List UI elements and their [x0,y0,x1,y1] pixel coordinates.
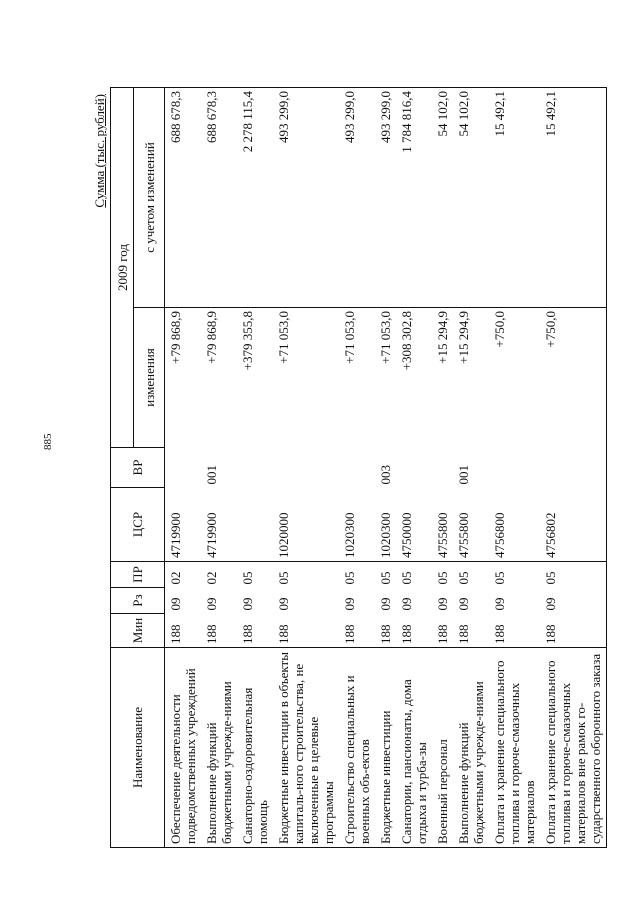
row-name: Военный персонал [432,648,453,848]
row-vr [273,448,339,488]
row-rz: 09 [435,597,450,611]
row-min: 188 [165,614,202,648]
table-row [339,88,375,848]
row-total: 688 678,3 [201,88,237,308]
row-vr: 003 [378,465,393,485]
row-csr: 4719900 [201,488,237,562]
row-change: +15 294,9 [456,311,471,364]
header-pr: ПР [111,562,165,588]
row-total: 15 492,1 [489,88,540,308]
row-total: 54 102,0 [432,88,453,308]
row-total: 493 299,0 [375,88,396,308]
header-with-changes: с учетом изменений [134,88,165,308]
row-vr [165,448,202,488]
header-min: Мин [111,614,165,648]
header-rz: Рз [111,588,165,614]
row-csr: 1020300 [339,488,375,562]
row-rz: 09 [378,597,393,611]
row-total: 54 102,0 [453,88,489,308]
row-pr: 02 [168,571,183,585]
row-min: 188 [432,614,453,648]
row-rz: 09 [492,597,507,611]
table-row [165,88,202,848]
rotated-budget-sheet [92,88,603,848]
row-min: 188 [339,614,375,648]
row-name: Бюджетные инвестиции в объекты капиталь-ного строительства, не включенные в целевые программы [273,648,339,848]
row-total: 493 299,0 [339,88,375,308]
row-min: 188 [237,614,273,648]
row-csr: 4756800 [489,488,540,562]
row-csr [237,488,273,562]
row-change: +79 868,9 [168,311,183,364]
row-name: Оплата и хранение специального топлива и горюче-смазочных материалов [489,648,540,848]
row-rz: 09 [276,597,291,611]
row-name: Обеспечение деятельности подведомственных учреждений [165,648,202,848]
row-vr [339,448,375,488]
row-vr [540,448,607,488]
row-rz: 09 [204,597,219,611]
row-change: +379 355,8 [240,311,255,371]
row-csr: 1020000 [273,488,339,562]
row-vr: 001 [456,465,471,485]
row-change: +308 302,8 [399,311,414,371]
row-pr: 05 [456,571,471,585]
row-pr: 05 [540,562,607,588]
row-vr [432,448,453,488]
row-name: Выполнение функций бюджетными учрежде-ниями [453,648,489,848]
row-total: 1 784 816,4 [396,88,432,308]
header-name: Наименование [111,648,165,848]
row-csr: 4756802 [540,488,607,562]
row-csr: 4755800 [432,488,453,562]
row-rz: 09 [399,597,414,611]
row-pr: 05 [378,571,393,585]
row-rz: 09 [342,597,357,611]
row-change: +71 053,0 [276,311,291,364]
row-total: 2 278 115,4 [237,88,273,308]
header-csr: ЦСР [111,488,165,562]
table-row [540,88,607,848]
row-rz: 09 [456,597,471,611]
row-rz: 09 [168,597,183,611]
row-change: +79 868,9 [204,311,219,364]
row-name: Санатории, пансионаты, дома отдыха и турба-зы [396,648,432,848]
row-min: 188 [375,614,396,648]
row-min: 188 [273,614,339,648]
row-vr: 001 [204,465,219,485]
table-row [453,88,489,848]
row-csr: 4755800 [453,488,489,562]
table-row [396,88,432,848]
row-csr: 4719900 [165,488,202,562]
row-name: Санаторно-оздоровительная помощь [237,648,273,848]
row-pr: 05 [492,571,507,585]
row-min: 188 [489,614,540,648]
row-min: 188 [540,614,607,648]
row-name: Строительство специальных и военных объ-ектов [339,648,375,848]
row-pr: 05 [276,571,291,585]
header-changes: изменения [134,308,165,448]
row-pr: 05 [240,571,255,585]
budget-table [110,87,607,848]
row-csr: 4750000 [396,488,432,562]
row-rz: 09 [240,597,255,611]
row-vr [489,448,540,488]
row-csr: 1020300 [375,488,396,562]
row-pr: 05 [342,571,357,585]
row-vr [237,448,273,488]
table-row [432,88,453,848]
table-row [489,88,540,848]
row-name: Выполнение функций бюджетными учрежде-ниями [201,648,237,848]
sum-caption: Сумма (тыс. рублей) [92,94,107,208]
table-row [273,88,339,848]
row-vr [396,448,432,488]
row-change: +750,0 [540,308,607,448]
row-total: 15 492,1 [540,88,607,308]
row-change: +15 294,9 [435,311,450,364]
table-row [201,88,237,848]
table-row [375,88,396,848]
page-number: 885 [42,433,54,450]
row-pr: 05 [435,571,450,585]
row-min: 188 [201,614,237,648]
table-row [237,88,273,848]
row-rz: 09 [540,588,607,614]
row-min: 188 [396,614,432,648]
row-change: +71 053,0 [342,311,357,364]
row-name: Бюджетные инвестиции [375,648,396,848]
row-pr: 02 [204,571,219,585]
row-change: +71 053,0 [378,311,393,364]
row-pr: 05 [399,571,414,585]
header-vr: ВР [111,448,165,488]
row-total: 493 299,0 [273,88,339,308]
header-year: 2009 год [111,88,134,448]
row-name: Оплата и хранение специального топлива и горюче-смазочных материалов вне рамок го-сударственного оборонного заказа [540,648,607,848]
row-total: 688 678,3 [165,88,202,308]
row-change: +750,0 [492,311,507,348]
row-min: 188 [453,614,489,648]
